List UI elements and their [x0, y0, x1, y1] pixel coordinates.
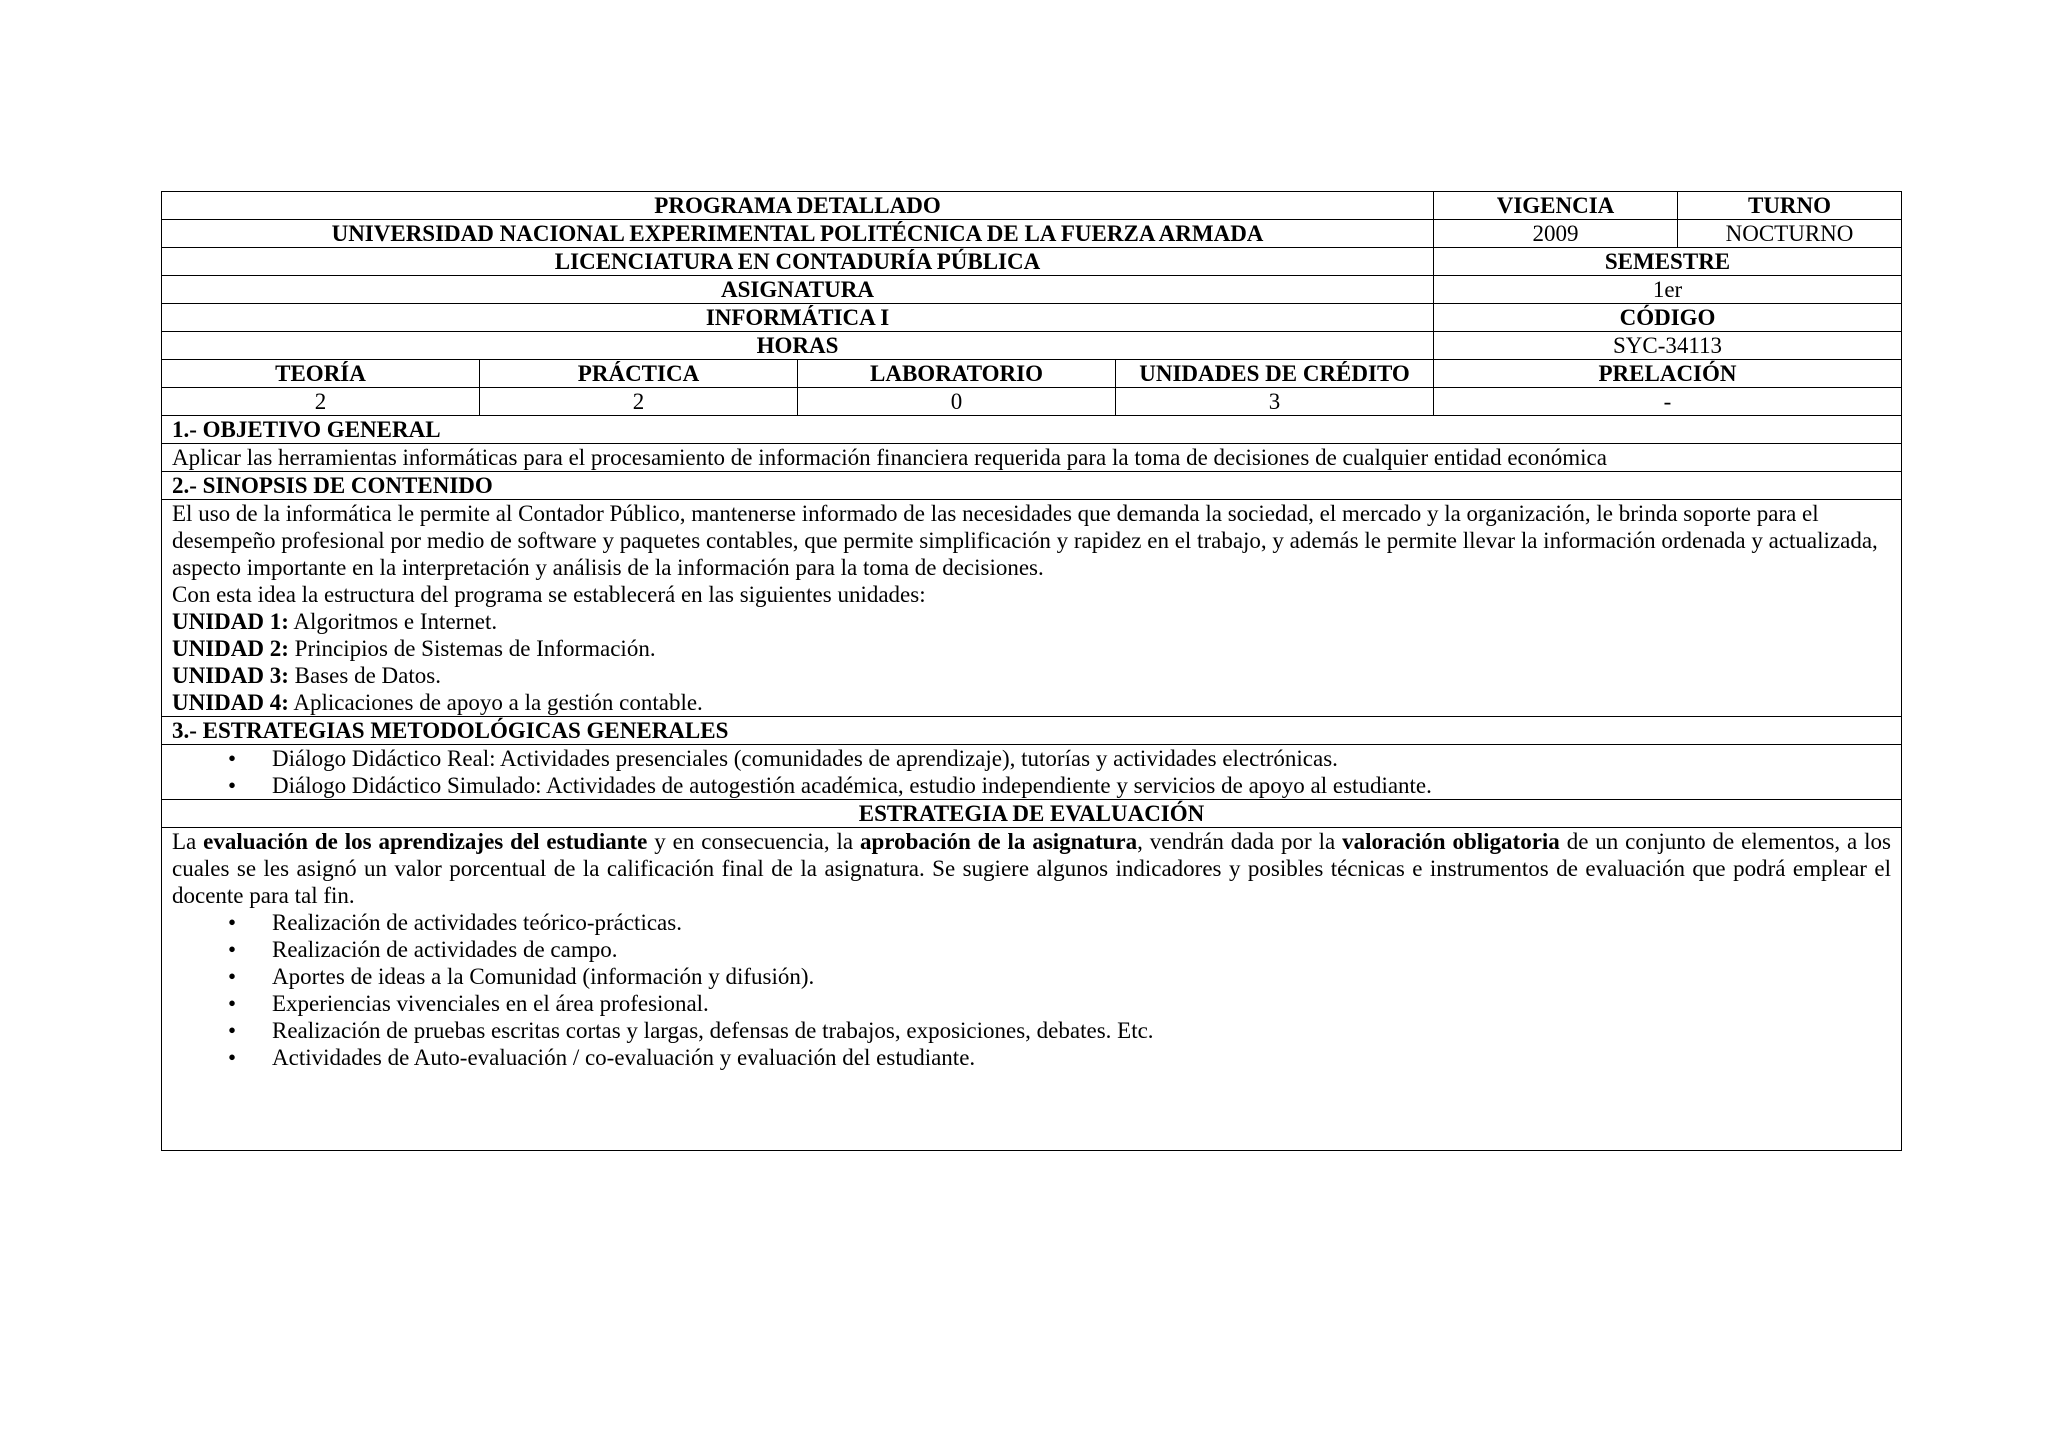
hours-labels-row	[162, 360, 1902, 388]
sinopsis-paragraph: El uso de la informática le permite al Contador Público, mantenerse informado de las necesidades que demanda la sociedad, el mercado y la organización, le brinda soporte para el desempeño profesional por medio de software y paquetes contables, que permite simplificación y rapidez en el trabajo, y además le permite llevar la información ordenada y actualizada, aspecto importante en la interpretación y análisis de la información para la toma de decisiones.	[172, 501, 1878, 580]
list-item: • Realización de actividades de campo.	[272, 936, 1891, 963]
objetivo-text-row	[162, 444, 1902, 472]
evaluacion-text: de un conjunto de elementos, a los cuales se les asignó un valor porcentual de la calificación final de la asignatura. Se sugiere algunos indicadores y posibles técnicas e instrumentos de evaluación que podrá emplear el docente para tal fin.	[172, 829, 1892, 908]
asignatura-value: INFORMÁTICA I	[162, 304, 1434, 332]
horas-label: HORAS	[162, 332, 1434, 360]
unit-text: Bases de Datos.	[288, 663, 441, 688]
unit-item	[172, 689, 1891, 716]
unit-text: Aplicaciones de apoyo a la gestión contable.	[288, 690, 703, 715]
asignatura-label: ASIGNATURA	[162, 276, 1434, 304]
practica-value: 2	[480, 388, 798, 416]
practica-label: PRÁCTICA	[480, 360, 798, 388]
objetivo-heading: 1.- OBJETIVO GENERAL	[162, 416, 1902, 444]
list-item: • Diálogo Didáctico Real: Actividades presenciales (comunidades de aprendizaje), tutorías y actividades electrónicas.	[272, 745, 1891, 772]
header-row-4	[162, 276, 1902, 304]
evaluacion-bold-text: evaluación de los aprendizajes del estudiante	[203, 829, 648, 854]
unit-label: UNIDAD 1:	[172, 609, 289, 634]
teoria-value: 2	[162, 388, 480, 416]
estrategias-heading-row	[162, 717, 1902, 745]
sinopsis-intro: Con esta idea la estructura del programa se establecerá en las siguientes unidades:	[172, 582, 926, 607]
laboratorio-label: LABORATORIO	[798, 360, 1116, 388]
vigencia-value: 2009	[1434, 220, 1678, 248]
semestre-label: SEMESTRE	[1434, 248, 1902, 276]
estrategias-content	[162, 745, 1902, 800]
unit-item	[172, 635, 1891, 662]
unit-label: UNIDAD 2:	[172, 636, 289, 661]
evaluacion-heading-row	[162, 800, 1902, 828]
list-item: • Realización de actividades teórico-prácticas.	[272, 909, 1891, 936]
header-row-5	[162, 304, 1902, 332]
evaluacion-heading: ESTRATEGIA DE EVALUACIÓN	[162, 800, 1902, 828]
turno-label: TURNO	[1678, 192, 1902, 220]
evaluacion-text: y en consecuencia, la	[647, 829, 860, 854]
evaluacion-bold-text: valoración obligatoria	[1342, 829, 1560, 854]
unit-item	[172, 662, 1891, 689]
objetivo-heading-row	[162, 416, 1902, 444]
estrategias-heading: 3.- ESTRATEGIAS METODOLÓGICAS GENERALES	[162, 717, 1902, 745]
header-row-6	[162, 332, 1902, 360]
unit-item	[172, 608, 1891, 635]
hours-values-row	[162, 388, 1902, 416]
program-table	[161, 191, 1902, 1151]
creditos-value: 3	[1116, 388, 1434, 416]
evaluacion-text: , vendrán dada por la	[1137, 829, 1343, 854]
codigo-value: SYC-34113	[1434, 332, 1902, 360]
sinopsis-heading: 2.- SINOPSIS DE CONTENIDO	[162, 472, 1902, 500]
list-item: • Aportes de ideas a la Comunidad (información y difusión).	[272, 963, 1891, 990]
university-name: UNIVERSIDAD NACIONAL EXPERIMENTAL POLITÉCNICA DE LA FUERZA ARMADA	[162, 220, 1434, 248]
list-item: • Diálogo Didáctico Simulado: Actividades de autogestión académica, estudio independiente y servicios de apoyo al estudiante.	[272, 772, 1891, 799]
unit-text: Algoritmos e Internet.	[288, 609, 498, 634]
header-row-2	[162, 220, 1902, 248]
codigo-label: CÓDIGO	[1434, 304, 1902, 332]
document-title: PROGRAMA DETALLADO	[162, 192, 1434, 220]
sinopsis-heading-row	[162, 472, 1902, 500]
semestre-value: 1er	[1434, 276, 1902, 304]
objetivo-text: Aplicar las herramientas informáticas para el procesamiento de información financiera requerida para la toma de decisiones de cualquier entidad económica	[162, 444, 1902, 472]
unit-label: UNIDAD 4:	[172, 690, 289, 715]
sinopsis-content-row	[162, 500, 1902, 717]
list-item: • Realización de pruebas escritas cortas y largas, defensas de trabajos, exposiciones, debates. Etc.	[272, 1017, 1891, 1044]
creditos-label: UNIDADES DE CRÉDITO	[1116, 360, 1434, 388]
estrategias-list	[172, 745, 1891, 799]
career-name: LICENCIATURA EN CONTADURÍA PÚBLICA	[162, 248, 1434, 276]
estrategias-content-row	[162, 745, 1902, 800]
vigencia-label: VIGENCIA	[1434, 192, 1678, 220]
evaluacion-text: La	[172, 829, 204, 854]
prelacion-label: PRELACIÓN	[1434, 360, 1902, 388]
laboratorio-value: 0	[798, 388, 1116, 416]
evaluacion-content	[162, 828, 1902, 1151]
unit-label: UNIDAD 3:	[172, 663, 289, 688]
evaluacion-paragraph	[172, 828, 1891, 909]
list-item: • Experiencias vivenciales en el área profesional.	[272, 990, 1891, 1017]
prelacion-value: -	[1434, 388, 1902, 416]
list-item: • Actividades de Auto-evaluación / co-evaluación y evaluación del estudiante.	[272, 1044, 1891, 1071]
evaluacion-bold-text: aprobación de la asignatura	[859, 829, 1138, 854]
unit-text: Principios de Sistemas de Información.	[288, 636, 656, 661]
evaluacion-list	[172, 909, 1891, 1071]
teoria-label: TEORÍA	[162, 360, 480, 388]
header-row-1	[162, 192, 1902, 220]
turno-value: NOCTURNO	[1678, 220, 1902, 248]
header-row-3	[162, 248, 1902, 276]
sinopsis-content	[162, 500, 1902, 717]
evaluacion-content-row	[162, 828, 1902, 1151]
